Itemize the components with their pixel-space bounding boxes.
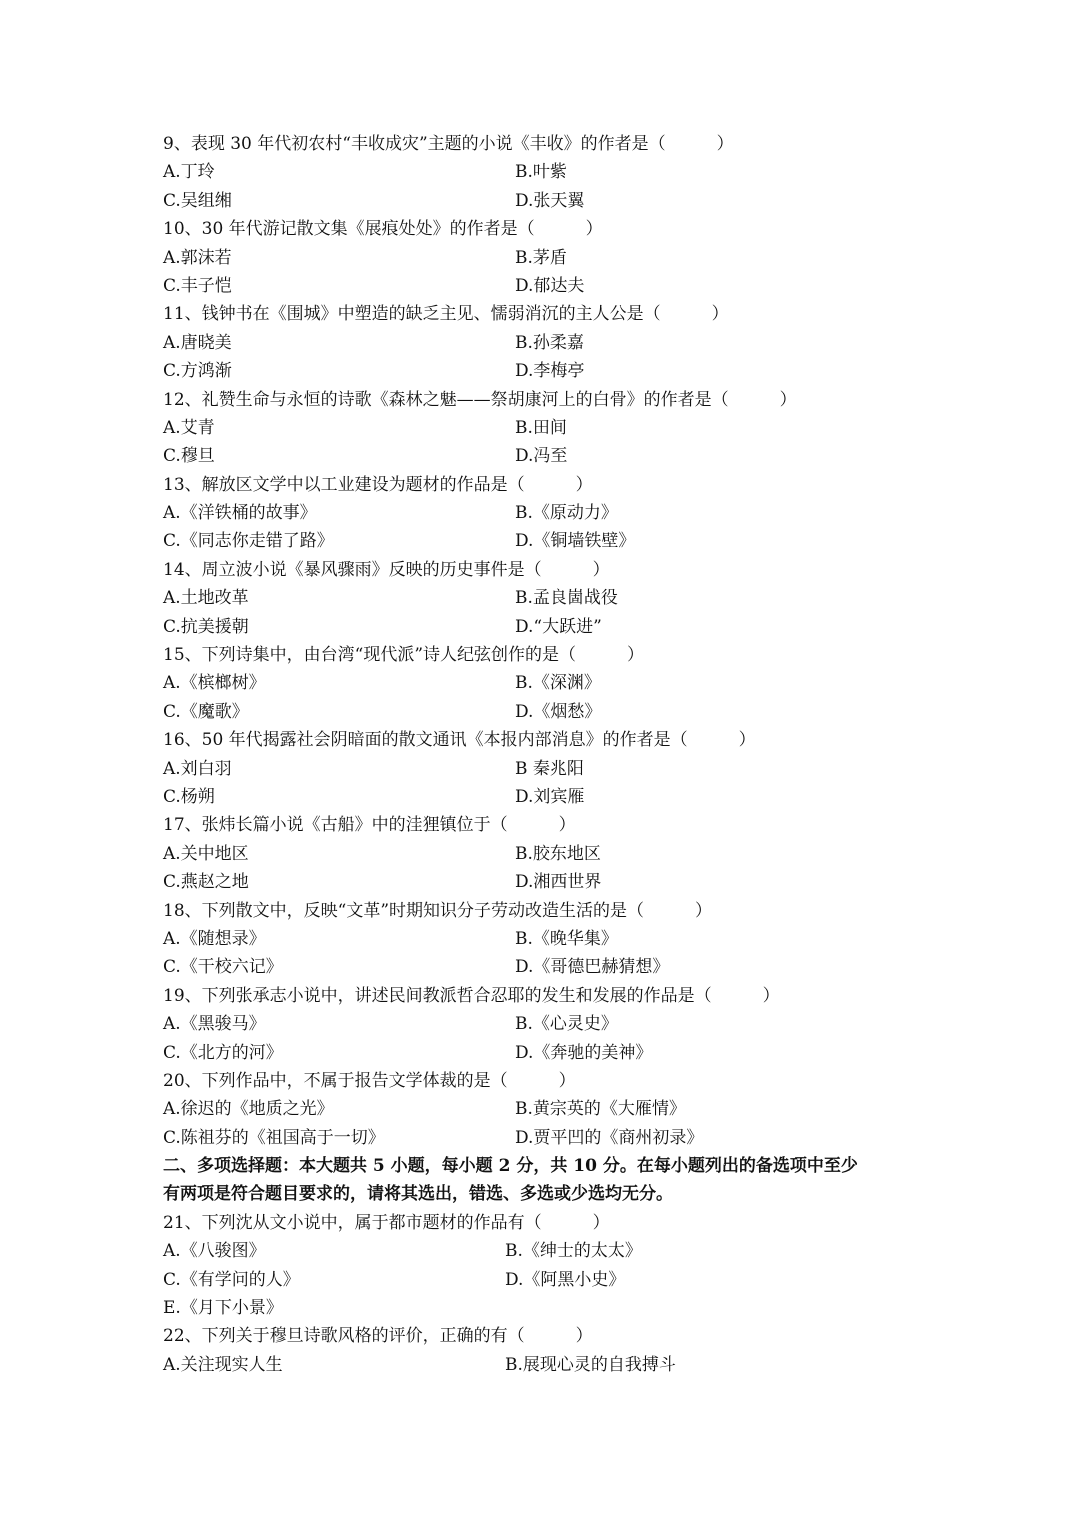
option-d: D.湘西世界: [515, 872, 602, 893]
option-row: [163, 840, 923, 868]
option-b: B.田间: [515, 417, 567, 438]
option-a: A.唐晓美: [163, 332, 232, 353]
option-a: A.《随想录》: [163, 928, 266, 949]
question-stem: 16、50 年代揭露社会阴暗面的散文通讯《本报内部消息》的作者是（ ）: [163, 730, 756, 751]
option-row: [163, 272, 923, 300]
option-row: [163, 613, 923, 641]
option-a: A.关中地区: [163, 843, 249, 864]
option-a: A.《槟榔树》: [163, 673, 266, 694]
option-row: [163, 1351, 923, 1379]
option-row: [163, 1095, 923, 1123]
option-b: B.《晚华集》: [515, 928, 618, 949]
option-b: B.《心灵史》: [515, 1014, 618, 1035]
option-b: B.《绅士的太太》: [505, 1241, 642, 1262]
option-a: A.徐迟的《地质之光》: [163, 1099, 334, 1120]
option-d: D.刘宾雁: [515, 786, 585, 807]
option-c: C.杨朔: [163, 786, 215, 807]
option-b: B.《深渊》: [515, 673, 601, 694]
question-stem: 20、下列作品中，不属于报告文学体裁的是（ ）: [163, 1070, 576, 1091]
option-a: A.《八骏图》: [163, 1241, 266, 1262]
option-a: A.郭沫若: [163, 247, 232, 268]
option-row: [163, 783, 923, 811]
option-row: [163, 244, 923, 272]
option-row: [163, 669, 923, 697]
option-row: [163, 329, 923, 357]
question-stem: 11、钱钟书在《围城》中塑造的缺乏主见、懦弱消沉的主人公是（ ）: [163, 304, 729, 325]
option-d: D.贾平凹的《商州初录》: [515, 1127, 704, 1148]
option-row: [163, 1266, 923, 1294]
question-stem: 22、下列关于穆旦诗歌风格的评价，正确的有（ ）: [163, 1326, 593, 1347]
question-stem: 13、解放区文学中以工业建设为题材的作品是（ ）: [163, 474, 593, 495]
section-heading-line1: 二、多项选择题：本大题共 5 小题，每小题 2 分，共 10 分。在每小题列出的备选项中至少: [163, 1156, 858, 1177]
option-row: [163, 357, 923, 385]
option-b: B 秦兆阳: [515, 758, 584, 779]
question-stem: 14、周立波小说《暴风骤雨》反映的历史事件是（ ）: [163, 559, 610, 580]
question-stem: 12、礼赞生命与永恒的诗歌《森林之魅——祭胡康河上的白骨》的作者是（ ）: [163, 389, 797, 410]
option-a: A.《洋铁桶的故事》: [163, 503, 317, 524]
section-heading-line2: 有两项是符合题目要求的，请将其选出，错选、多选或少选均无分。: [163, 1184, 673, 1205]
option-c: C.抗美援朝: [163, 616, 249, 637]
option-row: [163, 187, 923, 215]
option-c: C.《同志你走错了路》: [163, 531, 334, 552]
question-stem: 19、下列张承志小说中，讲述民间教派哲合忍耶的发生和发展的作品是（ ）: [163, 985, 780, 1006]
option-b: B.叶紫: [515, 162, 567, 183]
option-b: B.《原动力》: [515, 503, 618, 524]
option-row: [163, 868, 923, 896]
option-row: [163, 414, 923, 442]
exam-page: [163, 130, 923, 1379]
option-c: C.《干校六记》: [163, 957, 283, 978]
option-c: C.《有学问的人》: [163, 1269, 300, 1290]
option-a: A.艾青: [163, 417, 215, 438]
option-b: B.孙柔嘉: [515, 332, 584, 353]
option-c: C.《魔歌》: [163, 701, 249, 722]
option-e: E.《月下小景》: [163, 1298, 283, 1319]
option-d: D.《奔驰的美神》: [515, 1042, 653, 1063]
question-stem: 10、30 年代游记散文集《展痕处处》的作者是（ ）: [163, 219, 603, 240]
option-a: A.《黑骏马》: [163, 1014, 266, 1035]
option-row: [163, 755, 923, 783]
option-d: D.张天翼: [515, 190, 585, 211]
option-d: D.郁达夫: [515, 275, 585, 296]
option-c: C.《北方的河》: [163, 1042, 283, 1063]
option-c: C.丰子恺: [163, 275, 232, 296]
question-stem: 18、下列散文中，反映“文革”时期知识分子劳动改造生活的是（ ）: [163, 900, 713, 921]
option-a: A.关注现实人生: [163, 1354, 283, 1375]
option-d: D.“大跃进”: [515, 616, 602, 637]
option-a: A.刘白羽: [163, 758, 232, 779]
option-row: [163, 1010, 923, 1038]
option-d: D.《阿黑小史》: [505, 1269, 626, 1290]
option-b: B.展现心灵的自我搏斗: [505, 1354, 676, 1375]
option-a: A.丁玲: [163, 162, 215, 183]
question-stem: 15、下列诗集中，由台湾“现代派”诗人纪弦创作的是（ ）: [163, 645, 645, 666]
option-b: B.胶东地区: [515, 843, 601, 864]
question-stem: 17、张炜长篇小说《古船》中的洼狸镇位于（ ）: [163, 815, 576, 836]
question-stem: 9、表现 30 年代初农村“丰收成灾”主题的小说《丰收》的作者是（ ）: [163, 134, 734, 154]
option-c: C.吴组缃: [163, 190, 232, 211]
option-row: [163, 698, 923, 726]
option-d: D.《哥德巴赫猜想》: [515, 957, 670, 978]
option-row: [163, 953, 923, 981]
option-row: [163, 527, 923, 555]
option-d: D.《烟愁》: [515, 701, 602, 722]
option-row: [163, 158, 923, 186]
option-c: C.穆旦: [163, 446, 215, 467]
option-d: D.《铜墙铁壁》: [515, 531, 636, 552]
option-row: [163, 1039, 923, 1067]
option-b: B.孟良崮战役: [515, 588, 618, 609]
option-row: [163, 1237, 923, 1265]
option-row: [163, 925, 923, 953]
option-row: [163, 442, 923, 470]
question-stem: 21、下列沈从文小说中，属于都市题材的作品有（ ）: [163, 1212, 610, 1233]
option-c: C.燕赵之地: [163, 872, 249, 893]
option-b: B.茅盾: [515, 247, 567, 268]
option-row: [163, 499, 923, 527]
option-d: D.冯至: [515, 446, 568, 467]
option-row: [163, 584, 923, 612]
option-c: C.陈祖芬的《祖国高于一切》: [163, 1127, 385, 1148]
option-b: B.黄宗英的《大雁情》: [515, 1099, 686, 1120]
option-a: A.土地改革: [163, 588, 249, 609]
option-d: D.李梅亭: [515, 361, 585, 382]
option-row: [163, 1124, 923, 1152]
option-c: C.方鸿渐: [163, 361, 232, 382]
